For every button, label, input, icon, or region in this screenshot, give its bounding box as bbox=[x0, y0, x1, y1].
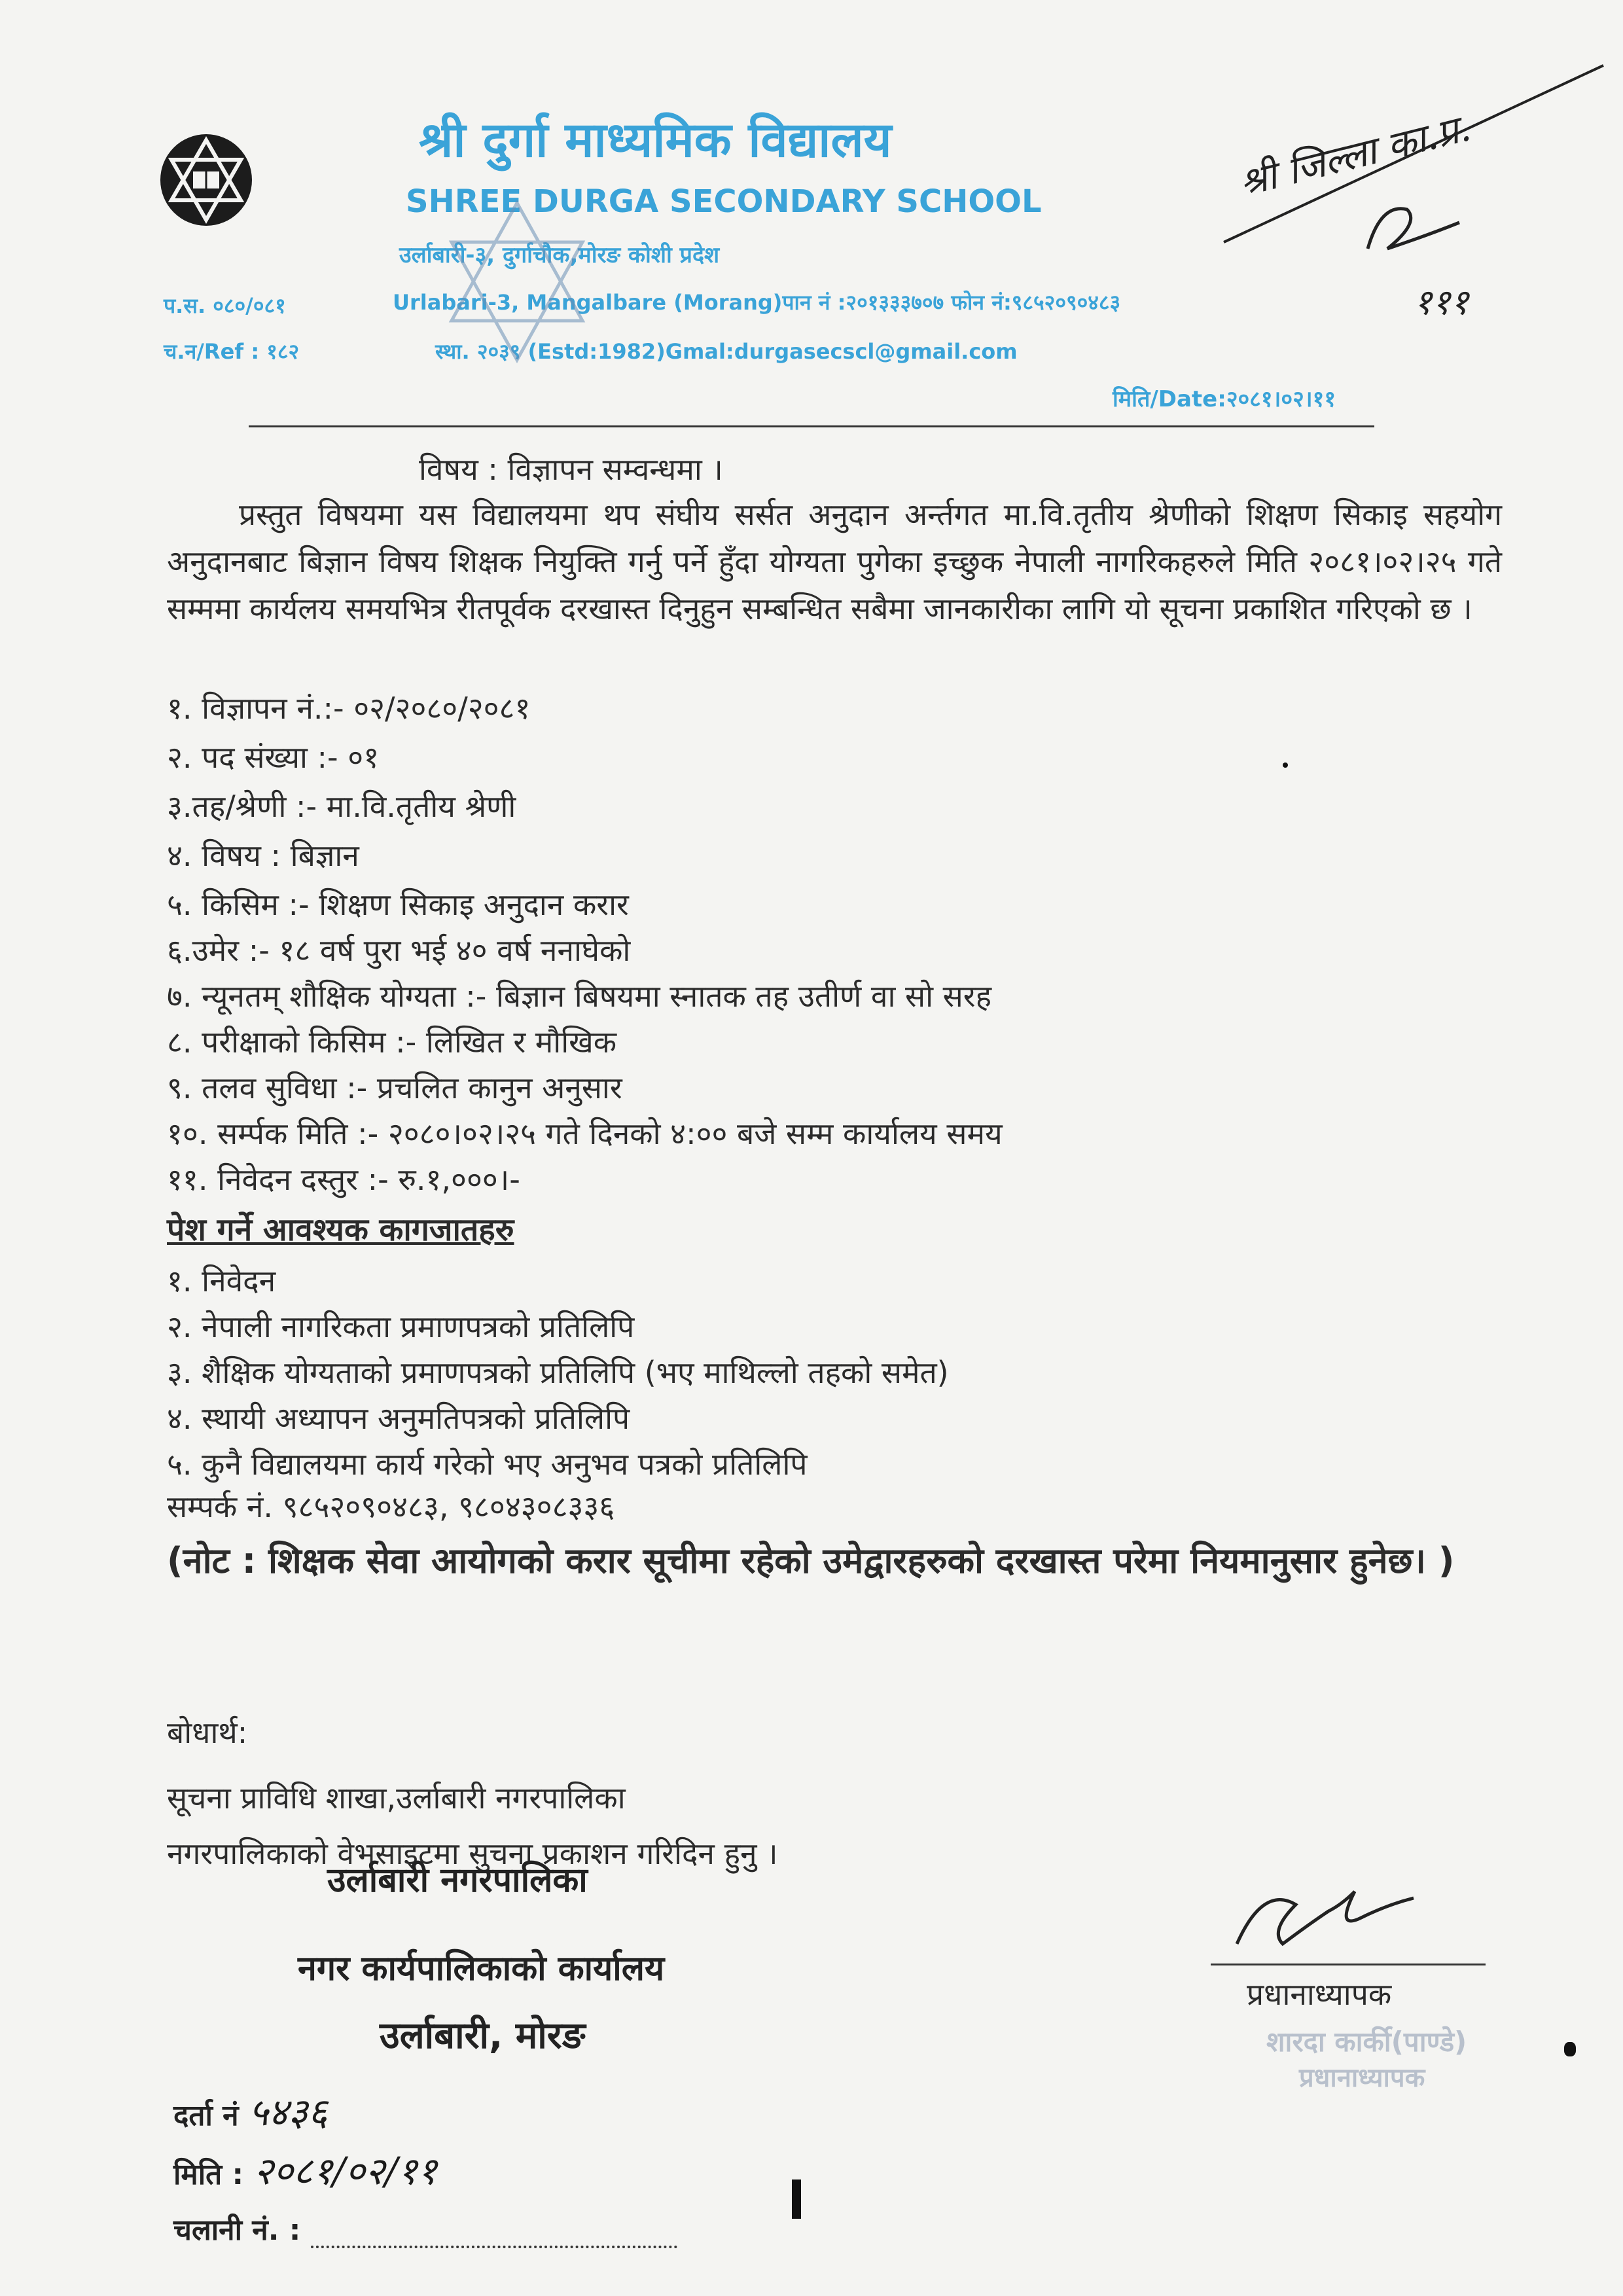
dispatch-number-blank bbox=[311, 2219, 677, 2248]
detail-item: ५. किसिम :- शिक्षण सिकाइ अनुदान करार bbox=[167, 887, 629, 922]
detail-item: ९. तलव सुविधा :- प्रचलित कानुन अनुसार bbox=[167, 1070, 622, 1105]
handwritten-line-1: श्री जिल्ला का.प्र. bbox=[1234, 105, 1475, 206]
school-estd-email: स्था. २०३९ (Estd:1982)Gmal:durgasecscl@gmail.com bbox=[435, 339, 1018, 364]
document-item: ४. स्थायी अध्यापन अनुमतिपत्रको प्रतिलिपि bbox=[167, 1401, 630, 1436]
detail-item: ४. विषय : बिज्ञान bbox=[167, 838, 359, 873]
letterhead-divider bbox=[249, 425, 1374, 427]
cc-line-2: नगरपालिकाको वेभसाइटमा सुचना प्रकाशन गरिदिन हुनु । bbox=[167, 1836, 778, 1871]
detail-item: ३.तह/श्रेणी :- मा.वि.तृतीय श्रेणी bbox=[167, 789, 516, 824]
signature-line bbox=[1211, 1964, 1486, 1965]
contact-numbers: सम्पर्क नं. ९८५२०९०४८३, ९८०४३०८३३६ bbox=[167, 1489, 615, 1524]
detail-item: ११. निवेदन दस्तुर :- रु.१,०००।- bbox=[167, 1162, 520, 1197]
documents-heading: पेश गर्ने आवश्यक कागजातहरु bbox=[167, 1211, 514, 1248]
school-address-contact: Urlabari-3, Mangalbare (Morang)पान नं :२०१३३३७०७ फोन नं:९८५२०९०४८३ bbox=[393, 290, 1121, 315]
registration-date-value: २०८१/०२/११ bbox=[253, 2149, 437, 2193]
registration-number-row bbox=[173, 2085, 328, 2136]
headmaster-stamp-role: प्रधानाध्यापक bbox=[1299, 2063, 1425, 2093]
scan-speck bbox=[1564, 2042, 1576, 2056]
notice-paragraph-text: प्रस्तुत विषयमा यस विद्यालयमा थप संघीय सर्सत अनुदान अर्न्तगत मा.वि.तृतीय श्रेणीको शिक्षण सिकाइ सहयोग अनुदानबाट बिज्ञान विषय शिक्षक नियुक्ति गर्नु पर्ने हुँदा योग्यता पुगेका इच्छुक नेपाली नागरिकहरुले मिति २०८१।०२।२५ गते सम्ममा कार्यलय समयभित्र रीतपूर्वक दरखास्त दिनुहुन सम्बन्धित सबैमा जानकारीका लागि यो सूचना प्रकाशित गरिएको छ । bbox=[167, 497, 1502, 626]
scan-speck bbox=[1283, 762, 1288, 768]
registration-date-row bbox=[173, 2144, 437, 2195]
reference-number: च.न/Ref : १८२ bbox=[164, 339, 300, 364]
handwritten-receipt-note bbox=[1217, 26, 1610, 327]
dispatch-number-label: चलानी नं. : bbox=[173, 2214, 301, 2247]
note-text: (नोट : शिक्षक सेवा आयोगको करार सूचीमा रहेको उमेद्वारहरुको दरखास्त परेमा नियमानुसार हुनेछ। ) bbox=[167, 1540, 1455, 1581]
headmaster-stamp-name: शारदा कार्की(पाण्डे) bbox=[1266, 2026, 1467, 2058]
subject-line: विषय : विज्ञापन सम्वन्धमा । bbox=[419, 452, 723, 487]
office-stamp-line-2: नगर कार्यपालिकाको कार्यालय bbox=[298, 1949, 665, 1988]
document-item: ५. कुनै विद्यालयमा कार्य गरेको भए अनुभव पत्रको प्रतिलिपि bbox=[167, 1446, 808, 1482]
cc-line-1: सूचना प्राविधि शाखा,उर्लाबारी नगरपालिका bbox=[167, 1780, 626, 1816]
detail-item: १०. सर्म्पक मिति :- २०८०।०२।२५ गते दिनको ४:०० बजे सम्म कार्यालय समय bbox=[167, 1116, 1003, 1151]
school-name-nepali: श्री दुर्गा माध्यमिक विद्यालय bbox=[419, 112, 892, 168]
school-address-nepali: उर्लाबारी-३, दुर्गाचौक,मोरङ कोशी प्रदेश bbox=[399, 242, 720, 268]
registration-number-label: दर्ता नं bbox=[173, 2099, 239, 2132]
handwritten-line-2: १११ bbox=[1414, 281, 1469, 323]
headmaster-title: प्रधानाध्यापक bbox=[1247, 1977, 1392, 2012]
detail-item: ७. न्यूनतम् शौक्षिक योग्यता :- बिज्ञान बिषयमा स्नातक तह उतीर्ण वा सो सरह bbox=[167, 978, 991, 1014]
registration-number-value: ५४३६ bbox=[248, 2090, 328, 2134]
school-name-english: SHREE DURGA SECONDARY SCHOOL bbox=[406, 183, 1042, 220]
school-logo-icon bbox=[157, 131, 255, 229]
letter-date: मिति/Date:२०८१।०२।११ bbox=[1113, 386, 1336, 412]
notice-paragraph bbox=[167, 491, 1502, 632]
document-item: १. निवेदन bbox=[167, 1263, 276, 1299]
scan-speck bbox=[792, 2179, 801, 2219]
ps-number: प.स. ०८०/०८१ bbox=[164, 293, 286, 318]
registration-date-label: मिति : bbox=[173, 2158, 244, 2191]
dispatch-number-row bbox=[173, 2209, 677, 2248]
cc-label: बोधार्थ: bbox=[167, 1715, 248, 1750]
document-item: २. नेपाली नागरिकता प्रमाणपत्रको प्रतिलिपि bbox=[167, 1309, 635, 1344]
detail-item: ६.उमेर :- १८ वर्ष पुरा भई ४० वर्ष ननाघेको bbox=[167, 933, 631, 968]
office-stamp-line-1: उर्लाबारी नगरपालिका bbox=[327, 1861, 588, 1900]
office-stamp-line-3: उर्लाबारी, मोरङ bbox=[380, 2015, 586, 2057]
detail-item: १. विज्ञापन नं.:- ०२/२०८०/२०८१ bbox=[167, 691, 531, 726]
school-seal-stamp bbox=[432, 190, 602, 386]
document-item: ३. शैक्षिक योग्यताको प्रमाणपत्रको प्रतिलिपि (भए माथिल्लो तहको समेत) bbox=[167, 1355, 949, 1390]
headmaster-signature bbox=[1224, 1878, 1420, 1957]
detail-item: २. पद संख्या :- ०१ bbox=[167, 740, 380, 775]
detail-item: ८. परीक्षाको किसिम :- लिखित र मौखिक bbox=[167, 1024, 617, 1060]
